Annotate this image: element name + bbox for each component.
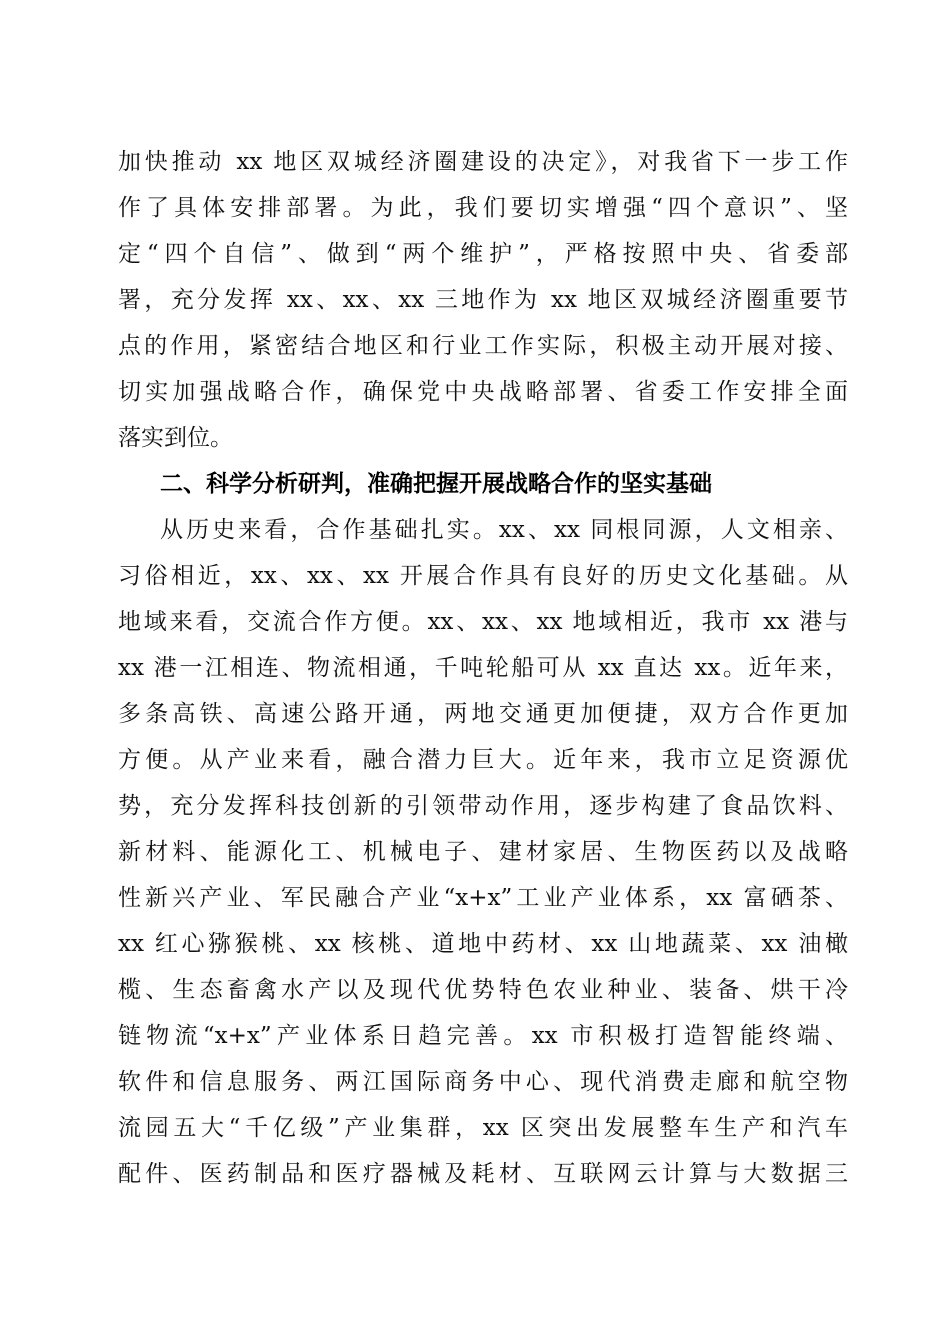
paragraph-2-line-15: 配件、医药制品和医疗器械及耗材、互联网云计算与大数据三 — [118, 1161, 848, 1187]
paragraph-1-line-4: 署，充分发挥 xx、xx、xx 三地作为 xx 地区双城经济圈重要节 — [118, 287, 848, 313]
paragraph-2-line-6: 方便。从产业来看，融合潜力巨大。近年来，我市立足资源优 — [118, 747, 848, 773]
paragraph-1-line-5: 点的作用，紧密结合地区和行业工作实际，积极主动开展对接、 — [118, 333, 848, 359]
paragraph-1-line-3: 定“四个自信”、做到“两个维护”，严格按照中央、省委部 — [118, 241, 848, 267]
paragraph-1-line-2: 作了具体安排部署。为此，我们要切实增强“四个意识”、坚 — [118, 195, 848, 221]
paragraph-2-line-3: 地域来看，交流合作方便。xx、xx、xx 地域相近，我市 xx 港与 — [118, 609, 848, 635]
paragraph-2-line-4: xx 港一江相连、物流相通，千吨轮船可从 xx 直达 xx。近年来， — [118, 655, 848, 681]
paragraph-2-line-1: 从历史来看，合作基础扎实。xx、xx 同根同源，人文相亲、 — [160, 517, 848, 543]
paragraph-2-line-7: 势，充分发挥科技创新的引领带动作用，逐步构建了食品饮料、 — [118, 793, 848, 819]
paragraph-1-line-1: 加快推动 xx 地区双城经济圈建设的决定》，对我省下一步工作 — [118, 149, 848, 175]
section-2-heading: 二、科学分析研判，准确把握开展战略合作的坚实基础 — [160, 471, 712, 497]
paragraph-2-line-8: 新材料、能源化工、机械电子、建材家居、生物医药以及战略 — [118, 839, 848, 865]
paragraph-2-line-9: 性新兴产业、军民融合产业“x+x”工业产业体系，xx 富硒茶、 — [118, 885, 848, 911]
paragraph-2-line-12: 链物流“x+x”产业体系日趋完善。xx 市积极打造智能终端、 — [118, 1023, 848, 1049]
paragraph-2-line-13: 软件和信息服务、两江国际商务中心、现代消费走廊和航空物 — [118, 1069, 848, 1095]
paragraph-2-line-11: 榄、生态畜禽水产以及现代优势特色农业种业、装备、烘干冷 — [118, 977, 848, 1003]
paragraph-2-line-10: xx 红心猕猴桃、xx 核桃、道地中药材、xx 山地蔬菜、xx 油橄 — [118, 931, 848, 957]
paragraph-2-line-2: 习俗相近，xx、xx、xx 开展合作具有良好的历史文化基础。从 — [118, 563, 848, 589]
paragraph-2-line-5: 多条高铁、高速公路开通，两地交通更加便捷，双方合作更加 — [118, 701, 848, 727]
paragraph-1-line-7: 落实到位。 — [118, 425, 233, 451]
paragraph-1-line-6: 切实加强战略合作，确保党中央战略部署、省委工作安排全面 — [118, 379, 848, 405]
paragraph-2-line-14: 流园五大“千亿级”产业集群，xx 区突出发展整车生产和汽车 — [118, 1115, 848, 1141]
